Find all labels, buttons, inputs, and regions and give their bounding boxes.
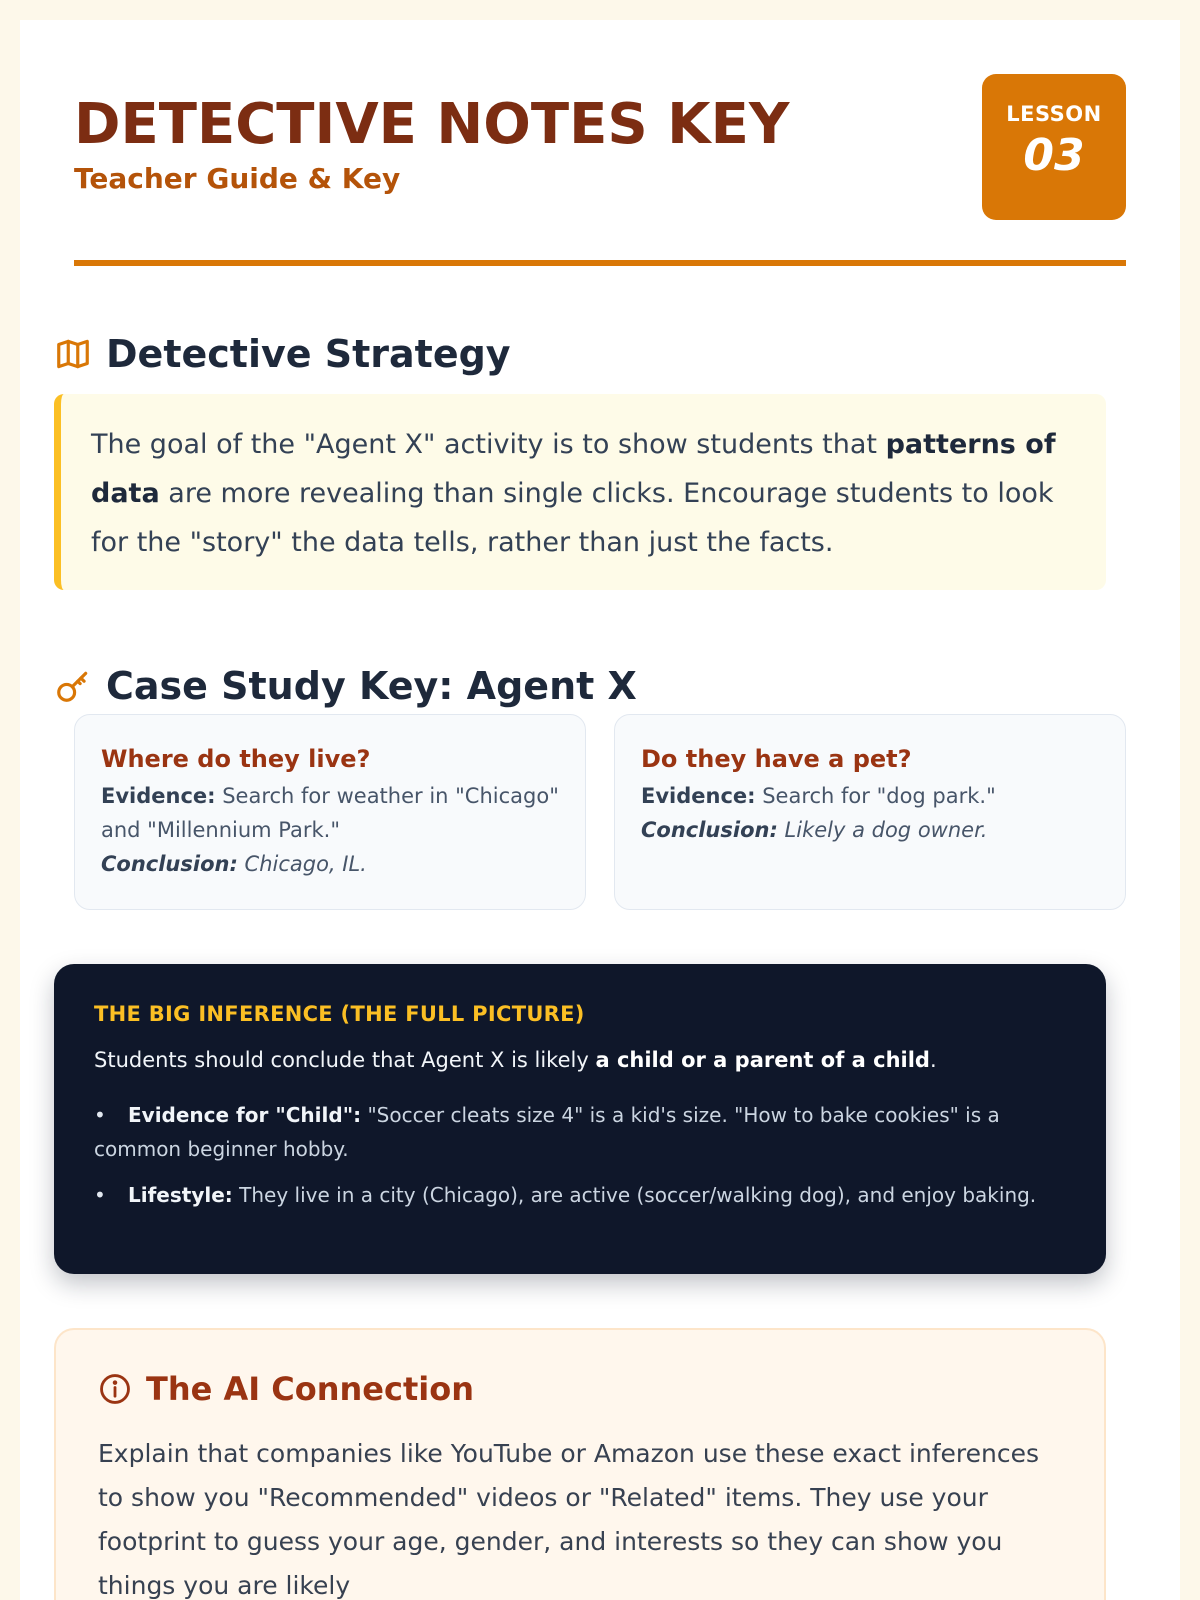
- inference-heading: THE BIG INFERENCE (THE FULL PICTURE): [94, 1002, 585, 1026]
- page-header: [74, 20, 1126, 266]
- evidence-text: Search for "dog park.": [755, 784, 996, 808]
- page-title: DETECTIVE NOTES KEY: [74, 92, 790, 157]
- list-item: [94, 1178, 1066, 1212]
- card-body: [101, 779, 559, 881]
- inference-lead: [94, 1048, 1066, 1072]
- conclusion-text: Chicago, IL.: [237, 852, 367, 876]
- key-icon: [54, 667, 92, 705]
- info-icon: [98, 1372, 132, 1406]
- case-card-location: [74, 714, 586, 910]
- case-card-pet: [614, 714, 1126, 910]
- item-label: Evidence for "Child":: [128, 1103, 362, 1127]
- big-inference-panel: [54, 964, 1106, 1274]
- inference-list: [94, 1098, 1066, 1212]
- item-label: Lifestyle:: [128, 1183, 233, 1207]
- ai-connection-panel: [54, 1328, 1106, 1600]
- lesson-number: 03: [1023, 130, 1085, 181]
- map-icon: [54, 335, 92, 373]
- card-body: [641, 779, 1099, 847]
- evidence-label: Evidence:: [641, 784, 756, 808]
- inference-lead-part2: .: [929, 1048, 937, 1072]
- list-item: [94, 1098, 1066, 1166]
- conclusion-label: Conclusion:: [101, 852, 238, 876]
- evidence-text: Search for weather in "Chicago" and "Millennium Park.": [101, 784, 559, 842]
- page-subtitle: Teacher Guide & Key: [74, 162, 401, 195]
- ai-connection-text: Explain that companies like YouTube or Amazon use these exact inferences to show you "Recommended" videos or "Related" items. They use your footprint to guess your age, gender, and interests so they can show you things you are likely: [98, 1439, 1040, 1600]
- lesson-label: LESSON: [1006, 102, 1102, 126]
- strategy-text-bold: patterns of data: [91, 429, 1056, 509]
- case-study-heading: [54, 664, 637, 708]
- card-question: Where do they live?: [101, 745, 371, 773]
- lesson-badge: [982, 74, 1126, 220]
- bullet-icon: •: [94, 1183, 106, 1207]
- card-question: Do they have a pet?: [641, 745, 912, 773]
- strategy-text-part2: are more revealing than single clicks. Encourage students to look for the "story" the data tells, rather than just the facts.: [91, 478, 1054, 558]
- strategy-heading-label: Detective Strategy: [106, 332, 511, 376]
- evidence-label: Evidence:: [101, 784, 216, 808]
- strategy-callout: [54, 394, 1106, 590]
- conclusion-text: Likely a dog owner.: [777, 818, 988, 842]
- case-study-heading-label: Case Study Key: Agent X: [106, 664, 637, 708]
- item-text: "Soccer cleats size 4" is a kid's size. "How to bake cookies" is a common beginner hobby.: [94, 1103, 1000, 1161]
- ai-connection-heading: [98, 1370, 1062, 1408]
- conclusion-label: Conclusion:: [641, 818, 778, 842]
- inference-lead-bold: a child or a parent of a child: [595, 1048, 930, 1072]
- item-text: They live in a city (Chicago), are active (soccer/walking dog), and enjoy baking.: [232, 1183, 1037, 1207]
- bullet-icon: •: [94, 1103, 106, 1127]
- inference-lead-part1: Students should conclude that Agent X is likely: [94, 1048, 596, 1072]
- strategy-text-part1: The goal of the "Agent X" activity is to show students that: [91, 429, 886, 460]
- ai-connection-heading-label: The AI Connection: [146, 1370, 474, 1408]
- strategy-heading: [54, 332, 511, 376]
